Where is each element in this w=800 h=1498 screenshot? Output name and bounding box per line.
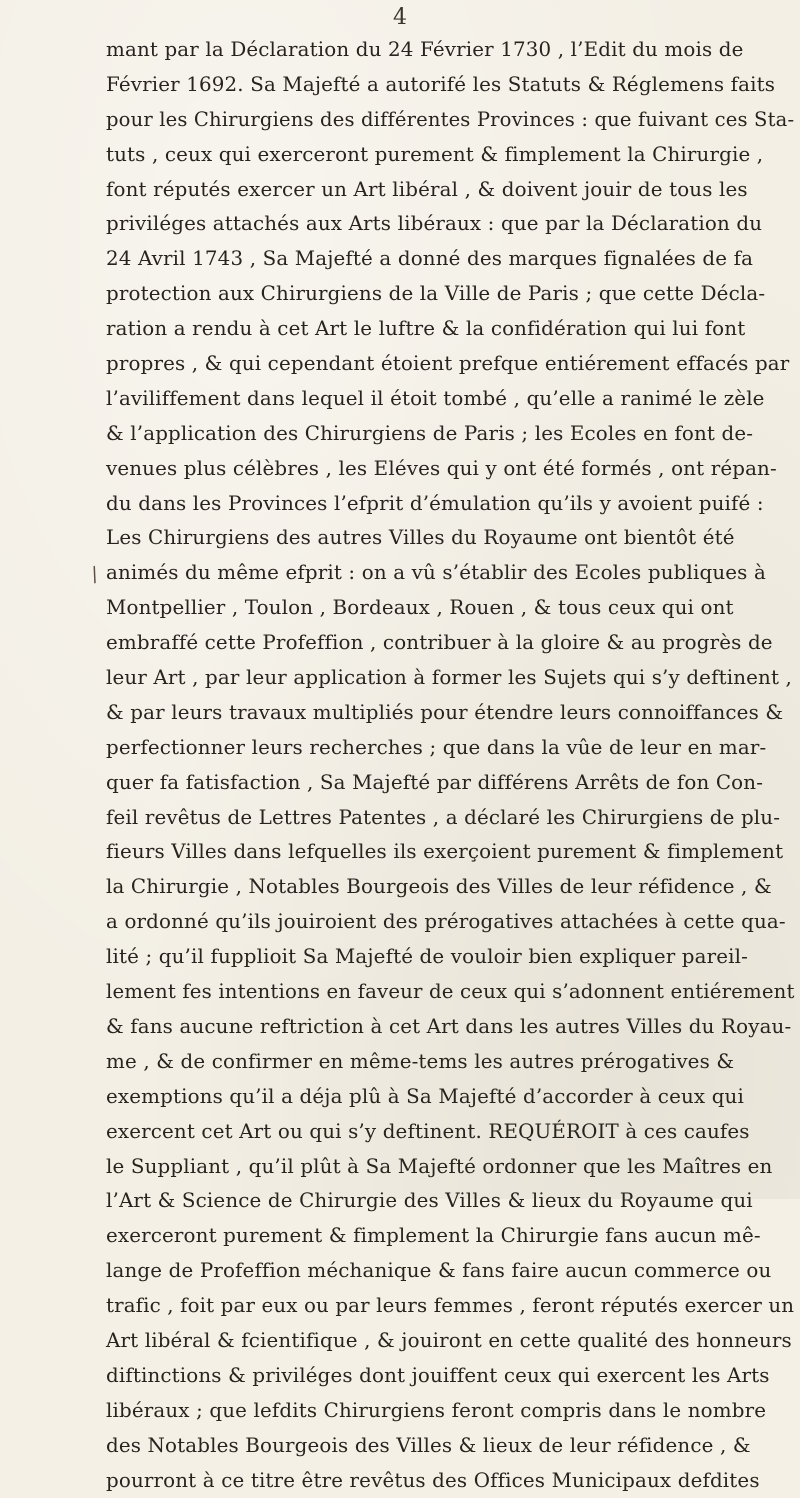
text-line: venues plus célèbres , les Eléves qui y ont été formés , ont répan- [106, 456, 777, 480]
text-line: pourront à ce titre être revêtus des Offices Municipaux defdites [106, 1468, 760, 1492]
text-line: propres , & qui cependant étoient prefque entiérement effacés par [106, 352, 790, 376]
text-line: libéraux ; que lefdits Chirurgiens feront compris dans le nombre [106, 1398, 767, 1422]
text-line: leur Art , par leur application à former les Sujets qui s’y deftinent , [106, 666, 792, 690]
text-line: embraffé cette Profeffion , contribuer à la gloire & au progrès de [106, 631, 773, 655]
text-line: fieurs Villes dans lefquelles ils exerçoient purement & fimplement [106, 840, 784, 864]
text-line: trafic , foit par eux ou par leurs femmes , feront réputés exercer un [106, 1294, 795, 1318]
text-line: pour les Chirurgiens des différentes Provinces : que fuivant ces Sta- [106, 107, 795, 131]
text-line: & l’application des Chirurgiens de Paris ; les Ecoles en font de- [106, 421, 754, 445]
text-line: diftinctions & priviléges dont jouiffent ceux qui exercent les Arts [106, 1363, 770, 1387]
text-line: & fans aucune reftriction à cet Art dans les autres Villes du Royau- [106, 1014, 792, 1038]
body-text [106, 33, 800, 1498]
text-line: mant par la Déclaration du 24 Février 1730 , l’Edit du mois de [106, 38, 744, 61]
page-number: 4 [393, 5, 407, 30]
text-line: l’aviliffement dans lequel il étoit tombé , qu’elle a ranimé le zèle [106, 386, 765, 410]
text-line: font réputés exercer un Art libéral , & doivent jouir de tous les [106, 177, 748, 201]
text-line: protection aux Chirurgiens de la Ville de Paris ; que cette Décla- [106, 282, 766, 306]
text-line: ration a rendu à cet Art le luftre & la confidération qui lui font [106, 317, 746, 341]
text-line: la Chirurgie , Notables Bourgeois des Villes de leur réfidence , & [106, 875, 772, 899]
text-line: lité ; qu’il fupplioit Sa Majefté de vouloir bien expliquer pareil- [106, 945, 749, 969]
text-line: 24 Avril 1743 , Sa Majefté a donné des marques fignalées de fa [106, 247, 754, 271]
text-line: exercent cet Art ou qui s’y deftinent. REQUÉROIT à ces caufes [106, 1119, 750, 1143]
text-line: Montpellier , Toulon , Bordeaux , Rouen , & tous ceux qui ont [106, 596, 734, 620]
text-line: Art libéral & fcientifique , & jouiront en cette qualité des honneurs [106, 1328, 792, 1352]
text-line: perfectionner leurs recherches ; que dans la vûe de leur en mar- [106, 735, 767, 759]
text-line: du dans les Provinces l’efprit d’émulation qu’ils y avoient puifé : [106, 491, 764, 515]
text-line: Février 1692. Sa Majefté a autorifé les Statuts & Réglemens faits [106, 72, 776, 96]
text-line: exerceront purement & fimplement la Chirurgie fans aucun mê- [106, 1224, 761, 1248]
text-line: & par leurs travaux multipliés pour étendre leurs connoiffances & [106, 700, 784, 724]
text-line: tuts , ceux qui exerceront purement & fimplement la Chirurgie , [106, 142, 764, 166]
text-line: l’Art & Science de Chirurgie des Villes & lieux du Royaume qui [106, 1189, 753, 1213]
text-line: me , & de confirmer en même-tems les autres prérogatives & [106, 1049, 735, 1073]
text-line: animés du même efprit : on a vû s’établir des Ecoles publiques à [106, 561, 766, 585]
text-line: des Notables Bourgeois des Villes & lieux de leur réfidence , & [106, 1433, 751, 1457]
text-line: a ordonné qu’ils jouiroient des prérogatives attachées à cette qua- [106, 910, 786, 934]
text-line: feil revêtus de Lettres Patentes , a déclaré les Chirurgiens de plu- [106, 805, 781, 829]
margin-mark: / [87, 561, 102, 587]
text-line: exemptions qu’il a déja plû à Sa Majefté d’accorder à ceux qui [106, 1084, 744, 1108]
text-line: priviléges attachés aux Arts libéraux : que par la Déclaration du [106, 212, 763, 236]
text-line: lange de Profeffion méchanique & fans faire aucun commerce ou [106, 1259, 772, 1283]
text-line: le Suppliant , qu’il plût à Sa Majefté ordonner que les Maîtres en [106, 1154, 773, 1178]
text-line: Les Chirurgiens des autres Villes du Royaume ont bientôt été [106, 526, 735, 550]
text-line: lement fes intentions en faveur de ceux qui s’adonnent entiérement [106, 980, 795, 1004]
text-line: quer fa fatisfaction , Sa Majefté par différens Arrêts de fon Con- [106, 770, 764, 794]
